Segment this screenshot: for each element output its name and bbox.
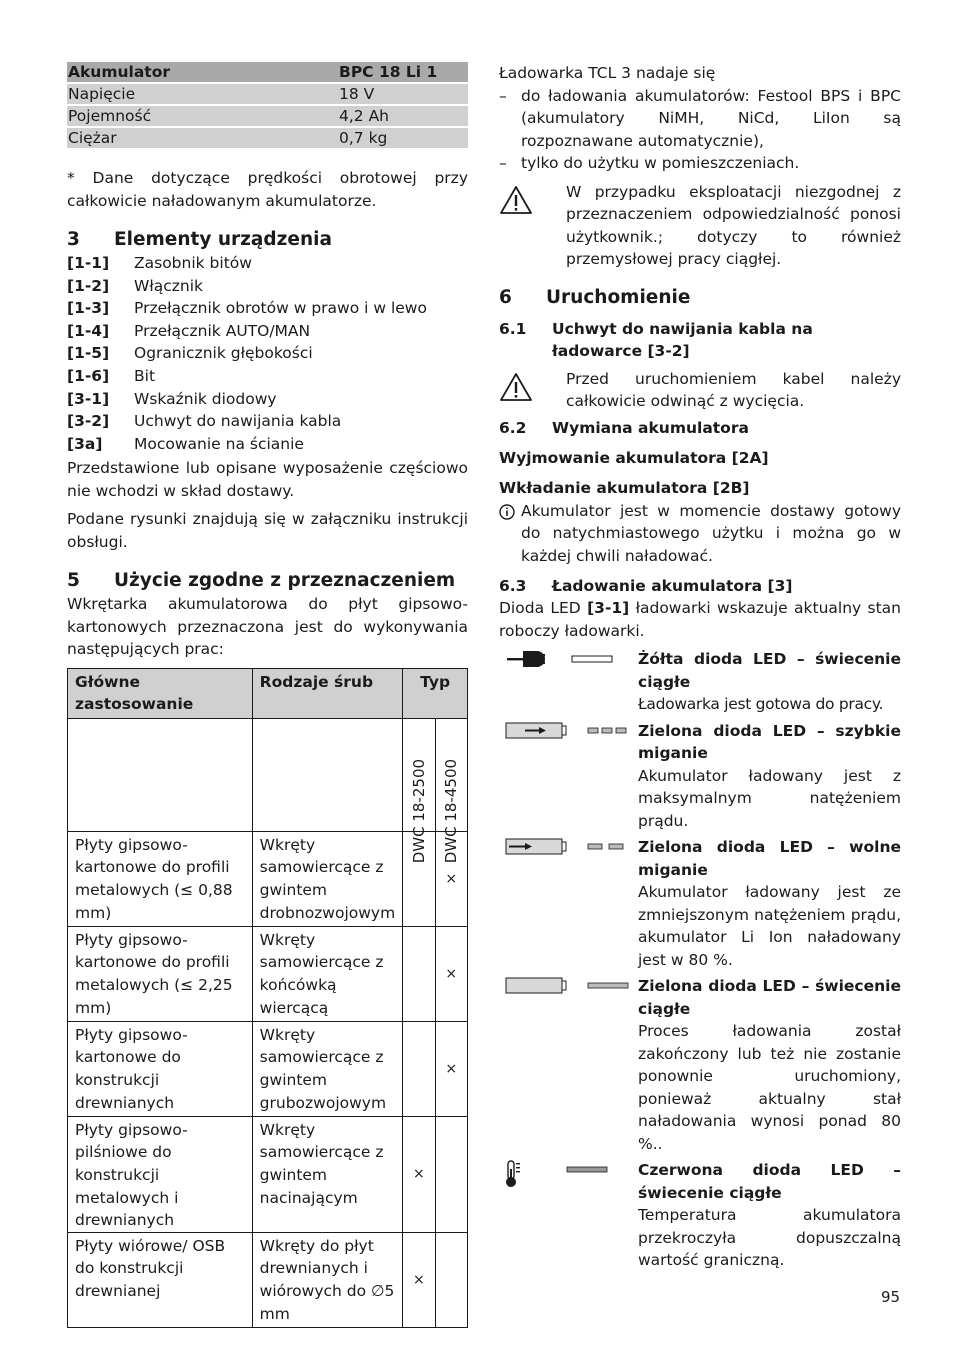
list-item: [67, 342, 468, 365]
led-desc: Temperatura akumulatora przekroczyła dopuszczalną wartość graniczną.: [638, 1206, 901, 1269]
section-6-3-heading: [499, 575, 901, 597]
item-key: [1-1]: [67, 254, 110, 272]
scope-note: Przedstawione lub opisane wyposażenie częściowo nie wchodzi w skład dostawy.: [67, 459, 468, 500]
table-row: [68, 1021, 468, 1116]
led-intro-end: ładowarki wskazuje aktualny stan roboczy ładowarki.: [499, 599, 901, 640]
section-number: 6.1: [499, 319, 527, 338]
info-icon: [499, 500, 521, 568]
led-text: [638, 975, 901, 1155]
type-mark: [435, 1232, 467, 1327]
item-key: [1-2]: [67, 276, 110, 295]
led-text: [638, 836, 901, 971]
screw-cell: Wkręty samowiercące z gwintem grubozwojowym: [252, 1021, 403, 1116]
table-row: [68, 1232, 468, 1327]
warning-block: [499, 368, 901, 413]
type-mark: ×: [403, 1232, 435, 1327]
warning-text: Przed uruchomieniem kabel należy całkowicie odwinąć z wycięcia.: [566, 369, 901, 410]
warning-block: [499, 181, 901, 271]
spec-header-label: Akumulator: [67, 62, 338, 83]
spec-label: Pojemność: [67, 105, 338, 127]
list-item-text: tylko do użytku w pomieszczeniach.: [521, 154, 800, 172]
item-key: [3-2]: [67, 412, 110, 431]
spec-row: [67, 127, 468, 148]
right-column: [499, 62, 901, 1272]
list-item-text: do ładowania akumulatorów: Festool BPS i BPC (akumulatory NiMH, NiCd, LiIon są rozpoznawane automatycznie),: [521, 86, 901, 150]
item-label: Wskaźnik diodowy: [134, 389, 277, 408]
use-cell: Płyty gipsowo-pilśniowe do konstrukcji metalowych i drewnianych: [68, 1116, 253, 1232]
component-list: [67, 252, 468, 455]
list-item: [67, 297, 468, 320]
use-cell: Płyty gipsowo-kartonowe do profili metalowych (≤ 0,88 mm): [68, 831, 253, 926]
figures-note: Podane rysunki znajdują się w załączniku instrukcji obsługi.: [67, 510, 468, 551]
led-desc: Akumulator ładowany jest ze zmniejszonym natężeniem prądu, akumulator Li Ion naładowany jest w 80 %.: [638, 883, 901, 969]
led-status-yellow: [499, 648, 901, 716]
list-item: [67, 388, 468, 411]
led-title: Zielona dioda LED – szybkie miganie: [638, 721, 901, 762]
led-text: [638, 1159, 901, 1272]
footnote: * Dane dotyczące prędkości obrotowej przy całkowicie naładowanym akumulatorze.: [67, 169, 468, 210]
use-cell: Płyty gipsowo-kartonowe do konstrukcji drewnianych: [68, 1021, 253, 1116]
type-mark: [403, 926, 435, 1021]
remove-battery-heading: Wyjmowanie akumulatora [2A]: [499, 448, 769, 467]
section-number: 6: [499, 286, 512, 308]
charger-intro: Ładowarka TCL 3 nadaje się: [499, 64, 716, 82]
led-title: Żółta dioda LED – świecenie ciągłe: [638, 650, 901, 691]
warning-icon: [499, 368, 566, 413]
warning-icon: [499, 181, 566, 271]
led-intro-ref: [3-1]: [587, 599, 630, 617]
list-item: [499, 152, 901, 175]
battery-charging-icon: [499, 720, 638, 742]
led-intro: [499, 597, 901, 642]
dash-bullet: –: [499, 86, 507, 105]
empty-cell: [68, 718, 253, 831]
led-desc: Ładowarka jest gotowa do pracy.: [638, 695, 884, 713]
info-block: [499, 500, 901, 568]
item-key: [3a]: [67, 434, 103, 453]
section-5-heading: [67, 569, 468, 593]
led-intro-start: Dioda LED: [499, 599, 581, 617]
led-desc: Proces ładowania został zakończony lub też nie zostanie ponownie uruchomiony, ponieważ aktualny stał naładowania wynosi ponad 80 %..: [638, 1022, 901, 1153]
item-label: Przełącznik obrotów w prawo i w lewo: [134, 299, 427, 318]
insert-battery-heading: Wkładanie akumulatora [2B]: [499, 479, 750, 497]
spec-value: 18 V: [338, 83, 468, 105]
table-header-row: [68, 668, 468, 718]
type-cell: [403, 718, 435, 864]
item-label: Włącznik: [134, 276, 203, 295]
use-cell: Płyty gipsowo-kartonowe do profili metalowych (≤ 2,25 mm): [68, 926, 253, 1021]
column-header-type: Typ: [403, 668, 468, 718]
section-5-intro: Wkrętarka akumulatorowa do płyt gipsowo-kartonowych przeznaczona jest do wykonywania następujących prac:: [67, 595, 468, 659]
type-label: DWC 18-2500: [409, 759, 428, 864]
item-label: Przełącznik AUTO/MAN: [134, 321, 311, 340]
led-status-red: [499, 1159, 901, 1272]
column-header-use: Główne zastosowanie: [68, 668, 253, 718]
item-label: Mocowanie na ścianie: [134, 434, 304, 453]
section-title: Ładowanie akumulatora [3]: [552, 577, 793, 595]
application-table: [67, 668, 468, 1328]
list-item: [67, 410, 468, 433]
item-label: Uchwyt do nawijania kabla: [134, 412, 342, 431]
empty-cell: [252, 718, 403, 831]
spec-header-model: BPC 18 Li 1: [338, 62, 468, 83]
spec-value: 4,2 Ah: [338, 105, 468, 127]
list-item: [67, 320, 468, 343]
list-item: [499, 85, 901, 153]
led-text: [638, 648, 901, 716]
battery-spec-table: [67, 62, 468, 148]
list-item: [67, 433, 468, 456]
column-header-screw: Rodzaje śrub: [252, 668, 403, 718]
led-desc: Akumulator ładowany jest z maksymalnym natężeniem prądu.: [638, 766, 901, 830]
section-number: 6.3: [499, 577, 527, 595]
type-mark: ×: [435, 926, 467, 1021]
type-mark: [403, 1021, 435, 1116]
led-text: [638, 720, 901, 833]
led-title: Zielona dioda LED – wolne miganie: [638, 838, 901, 879]
screw-cell: Wkręty samowiercące z gwintem drobnozwojowym: [252, 831, 403, 926]
section-number: 3: [67, 229, 80, 250]
section-6-1-heading: [499, 318, 901, 362]
list-item: [67, 275, 468, 298]
item-label: Zasobnik bitów: [134, 254, 252, 272]
thermometer-icon: [499, 1159, 638, 1181]
info-text: Akumulator jest w momencie dostawy gotowy do natychmiastowego użytku i można go w każdej chwili naładować.: [521, 501, 901, 565]
section-title: Użycie zgodne z przeznaczeniem: [114, 570, 456, 592]
spec-header-row: [67, 62, 468, 83]
led-title: Zielona dioda LED – świecenie ciągłe: [638, 977, 901, 1018]
list-item: [67, 252, 468, 275]
led-status-green-slow: [499, 836, 901, 971]
item-key: [1-5]: [67, 344, 110, 363]
section-title: Uchwyt do nawijania kabla na ładowarce [3-2]: [552, 319, 813, 360]
item-label: Bit: [134, 366, 156, 385]
led-title: Czerwona dioda LED – świecenie ciągłe: [638, 1161, 901, 1202]
item-key: [3-1]: [67, 389, 110, 408]
table-row: [68, 1116, 468, 1232]
dash-bullet: –: [499, 154, 507, 172]
type-mark: [435, 1116, 467, 1232]
left-column: [67, 62, 468, 1328]
page-number: 95: [881, 1288, 901, 1306]
list-item: [67, 365, 468, 388]
screw-cell: Wkręty samowiercące z gwintem nacinającym: [252, 1116, 403, 1232]
section-title: Uruchomienie: [546, 286, 691, 308]
item-label: Ogranicznik głębokości: [134, 344, 313, 363]
spec-row: [67, 83, 468, 105]
type-cell: [435, 718, 467, 864]
battery-full-icon: [499, 975, 638, 997]
item-key: [1-4]: [67, 321, 110, 340]
spec-row: [67, 105, 468, 127]
item-key: [1-3]: [67, 299, 110, 318]
use-cell: Płyty wiórowe/ OSB do konstrukcji drewnianej: [68, 1232, 253, 1327]
spec-label: Ciężar: [67, 127, 338, 148]
spec-value: 0,7 kg: [338, 127, 468, 148]
section-6-2-heading: [499, 417, 901, 439]
section-title: Elementy urządzenia: [114, 229, 332, 250]
table-row: [68, 926, 468, 1021]
screw-cell: Wkręty do płyt drewnianych i wiórowych do ∅5 mm: [252, 1232, 403, 1327]
section-6-heading: [499, 286, 901, 310]
type-mark: ×: [403, 1116, 435, 1232]
type-mark: ×: [435, 1021, 467, 1116]
section-3-heading: [67, 228, 468, 252]
section-number: 6.2: [499, 418, 527, 437]
spec-label: Napięcie: [67, 83, 338, 105]
led-status-green-constant: [499, 975, 901, 1155]
warning-text: W przypadku eksploatacji niezgodnej z przeznaczeniem odpowiedzialność ponosi użytkownik.; dotyczy to również przemysłowej pracy ciągłej.: [566, 182, 901, 268]
item-key: [1-6]: [67, 366, 110, 385]
type-row: [68, 718, 468, 831]
led-status-green-fast: [499, 720, 901, 833]
type-label: DWC 18-4500: [442, 759, 461, 864]
battery-charging-icon: [499, 836, 638, 858]
section-title: Wymiana akumulatora: [552, 418, 749, 437]
section-number: 5: [67, 570, 80, 592]
screw-cell: Wkręty samowiercące z końcówką wiercącą: [252, 926, 403, 1021]
plug-icon: [499, 648, 638, 670]
type-mark: ×: [435, 831, 467, 926]
